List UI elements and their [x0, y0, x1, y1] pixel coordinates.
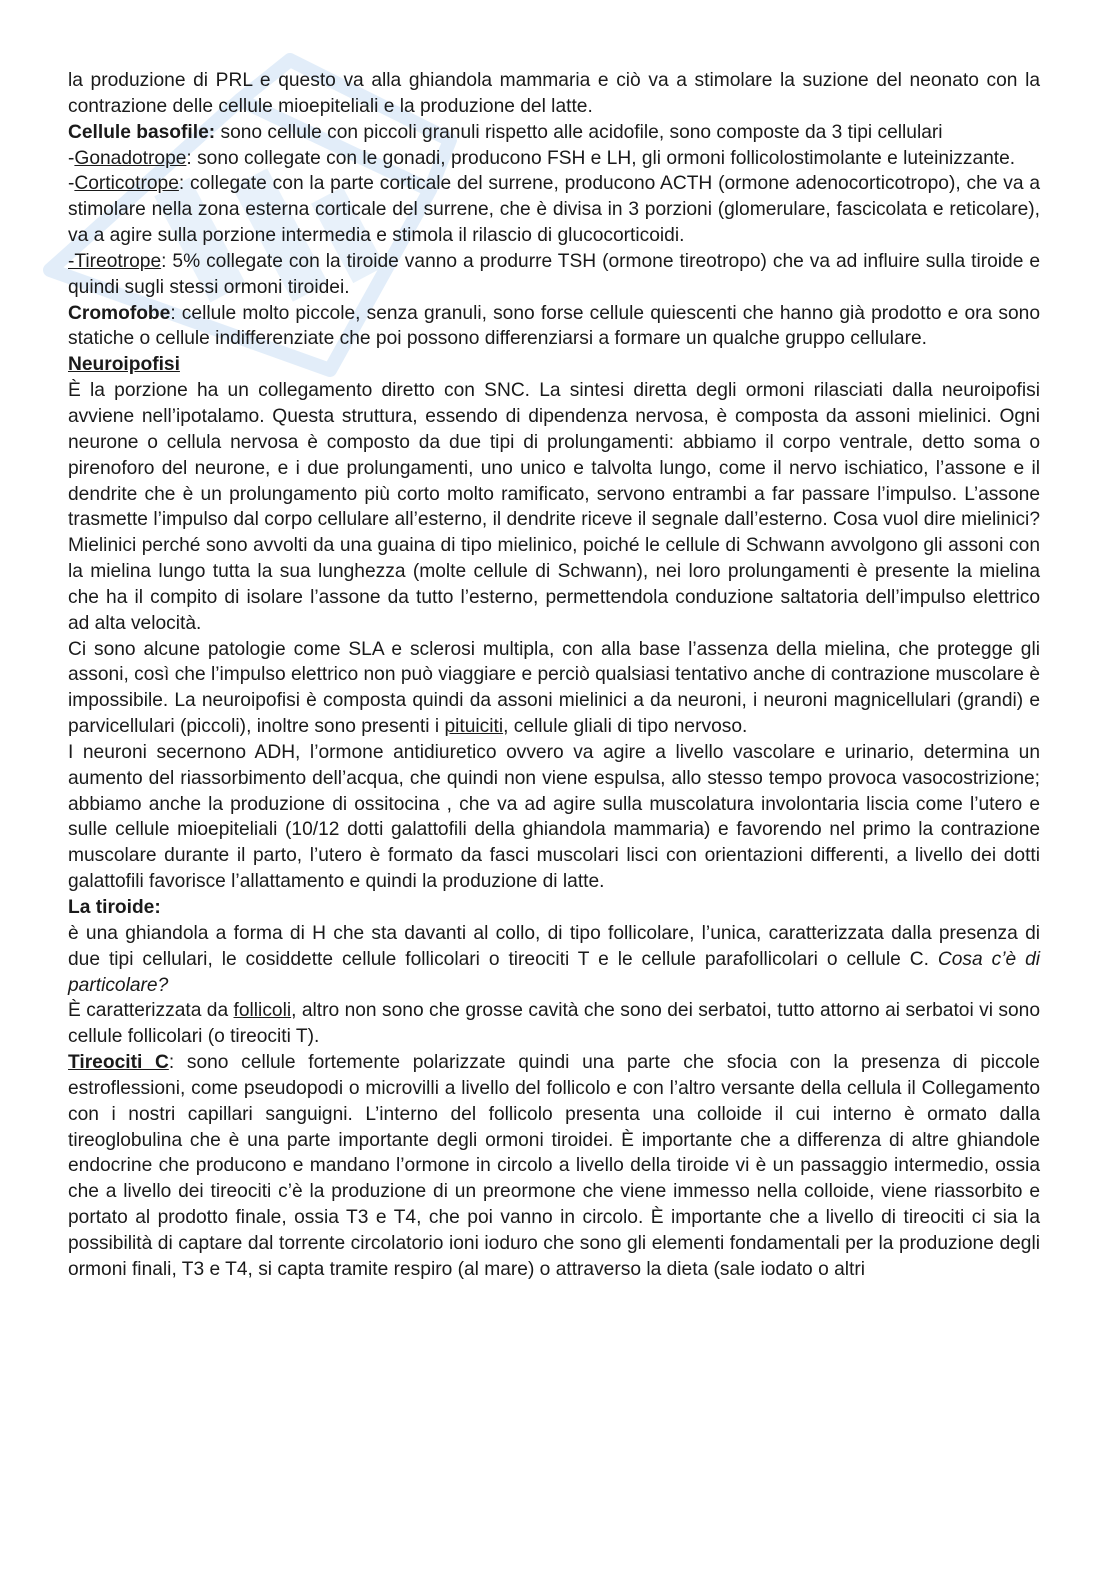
- dash-corticotrope: -: [68, 173, 75, 195]
- text-tiroide-2a: È caratterizzata da: [68, 1000, 234, 1022]
- text-tireociti: : sono cellule fortemente polarizzate quindi una parte che sfocia con la presenza di piccole estroflessioni, come pseudopodi o microvilli a livello del follicolo e con l’altro versante della cellula il Collegamento con i nostri capillari sanguigni. L’interno del follicolo presenta una colloide il cui interno è ormato dalla tireoglobulina che è una parte importante degli ormoni tiroidei. È importante che a differenza di altre ghiandole endocrine che producono e mandano l’ormone in circolo a livello della tiroide vi è un passaggio intermedio, ossia che a livello dei tireociti c’è la produzione di un preormone che viene immesso nella colloide, viene riassorbito e portato al prodotto finale, ossia T3 e T4, che poi vanno in circolo. È importante che a livello di tireociti ci sia la possibilità di captare dal torrente circolatorio ioni ioduro che sono gli elementi fondamentali per la produzione degli ormoni finali, T3 e T4, si capta tramite respiro (al mare) o attraverso la dieta (sale iodato o altri: [68, 1052, 1040, 1280]
- text-neuro-2b: , cellule gliali di tipo nervoso.: [503, 716, 748, 738]
- text-tiroide-2b: , altro non sono che grosse cavità che sono dei serbatoi, tutto attorno ai serbatoi vi sono cellule follicolari (o tireociti T).: [68, 1000, 1040, 1048]
- label-cromofobe: Cromofobe: [68, 302, 171, 324]
- paragraph-basofile: [68, 120, 1040, 146]
- text-tiroide-question: Cosa c’è di particolare?: [68, 948, 1040, 996]
- paragraph-cromofobe: [68, 301, 1040, 353]
- paragraph-tireociti: [68, 1050, 1040, 1283]
- document-page: [68, 68, 1040, 1283]
- paragraph-neuroipofisi-2: [68, 637, 1040, 740]
- term-follicoli: follicoli: [233, 1000, 292, 1022]
- heading-tiroide-text: La tiroide:: [68, 897, 161, 918]
- heading-neuroipofisi: [68, 352, 1040, 378]
- label-tireociti: Tireociti C: [68, 1052, 169, 1074]
- text-gonadotrope: : sono collegate con le gonadi, producono FSH e LH, gli ormoni follicolostimolante e luteinizzante.: [186, 147, 1016, 169]
- label-corticotrope: Corticotrope: [74, 173, 179, 195]
- term-pituiciti: pituiciti: [444, 716, 504, 738]
- paragraph-tiroide-2: [68, 998, 1040, 1050]
- paragraph-gonadotrope: [68, 146, 1040, 172]
- paragraph-neuroipofisi-1: È la porzione ha un collegamento diretto con SNC. La sintesi diretta degli ormoni rilasciati dalla neuroipofisi avviene nell’ipotalamo. Questa struttura, essendo di dipendenza nervosa, è composta da assoni mielinici. Ogni neurone o cellula nervosa è composto da due tipi di prolungamenti: abbiamo il corpo ventrale, detto soma o pirenoforo del neurone, e i due prolungamenti, uno unico e talvolta lungo, come il nervo ischiatico, l’assone e il dendrite che è un prolungamento più corto molto ramificato, servono entrambi a far passare l’impulso. L’assone trasmette l’impulso dal corpo cellulare all’esterno, il dendrite riceve il segnale dall’esterno. Cosa vuol dire mielinici? Mielinici perché sono avvolti da una guaina di tipo mielinico, poiché le cellule di Schwann avvolgono gli assoni con la mielina lungo tutta la sua lunghezza (molte cellule di Schwann), nei loro prolungamenti è presente la mielina che ha il compito di isolare l’assone da tutto l’esterno, permettendola conduzione saltatoria dell’impulso elettrico ad alta velocità.: [68, 380, 1040, 634]
- paragraph-neuroipofisi-3: I neuroni secernono ADH, l’ormone antidiuretico ovvero va agire a livello vascolare e urinario, determina un aumento del riassorbimento dell’acqua, che quindi non viene espulsa, allo stesso tempo provoca vasocostrizione; abbiamo anche la produzione di ossitocina , che va ad agire sulla muscolatura involontaria liscia come l’utero e sulle cellule mioepiteliali (10/12 dotti galattofili della ghiandola mammaria) e favorendo nel primo la contrazione muscolare durante il parto, l’utero è formato da fasci muscolari lisci con orientazioni differenti, a livello dei dotti galattofili favorisce l’allattamento e quindi la produzione di latte.: [68, 741, 1040, 893]
- text-basofile: sono cellule con piccoli granuli rispetto alle acidofile, sono composte da 3 tipi cellulari: [215, 121, 943, 143]
- text-tiroide-1: è una ghiandola a forma di H che sta davanti al collo, di tipo follicolare, l’unica, caratterizzata dalla presenza di due tipi cellulari, le cosiddette cellule follicolari o tireociti T e le cellule parafollicolari o cellule C.: [68, 922, 1040, 970]
- dash-gonadotrope: -: [68, 147, 75, 169]
- label-basofile: Cellule basofile:: [68, 121, 216, 143]
- heading-neuroipofisi-text: Neuroipofisi: [68, 354, 180, 376]
- paragraph-corticotrope: [68, 171, 1040, 249]
- text-tireotrope: : 5% collegate con la tiroide vanno a produrre TSH (ormone tireotropo) che va ad influire sulla tiroide e quindi sugli stessi ormoni tiroidei.: [68, 250, 1040, 298]
- text-cromofobe: : cellule molto piccole, senza granuli, sono forse cellule quiescenti che hanno già prodotto e ora sono statiche o cellule indifferenziate che poi possono differenziarsi a formare un qualche gruppo cellulare.: [68, 302, 1040, 350]
- paragraph-tireotrope: [68, 249, 1040, 301]
- text-corticotrope: : collegate con la parte corticale del surrene, producono ACTH (ormone adenocorticotropo), che va a stimolare nella zona esterna corticale del surrene, che è divisa in 3 porzioni (glomerulare, fascicolata e reticolare), va a agire sulla porzione intermedia e stimola il rilascio di glucocorticoidi.: [68, 173, 1040, 247]
- label-gonadotrope: Gonadotrope: [74, 147, 187, 169]
- paragraph-prl: la produzione di PRL e questo va alla ghiandola mammaria e ciò va a stimolare la suzione del neonato con la contrazione delle cellule mioepiteliali e la produzione del latte.: [68, 70, 1040, 117]
- text-neuro-2a: Ci sono alcune patologie come SLA e sclerosi multipla, con alla base l’assenza della mielina, che protegge gli assoni, così che l’impulso elettrico non può viaggiare e perciò qualsiasi tentativo anche di contrazione muscolare è impossibile. La neuroipofisi è composta quindi da assoni mielinici a da neuroni, i neuroni magnicellulari (grandi) e parvicellulari (piccoli), inoltre sono presenti i: [68, 638, 1040, 738]
- label-tireotrope: -Tireotrope: [68, 250, 162, 272]
- heading-tiroide: [68, 895, 1040, 921]
- paragraph-tiroide-1: [68, 921, 1040, 999]
